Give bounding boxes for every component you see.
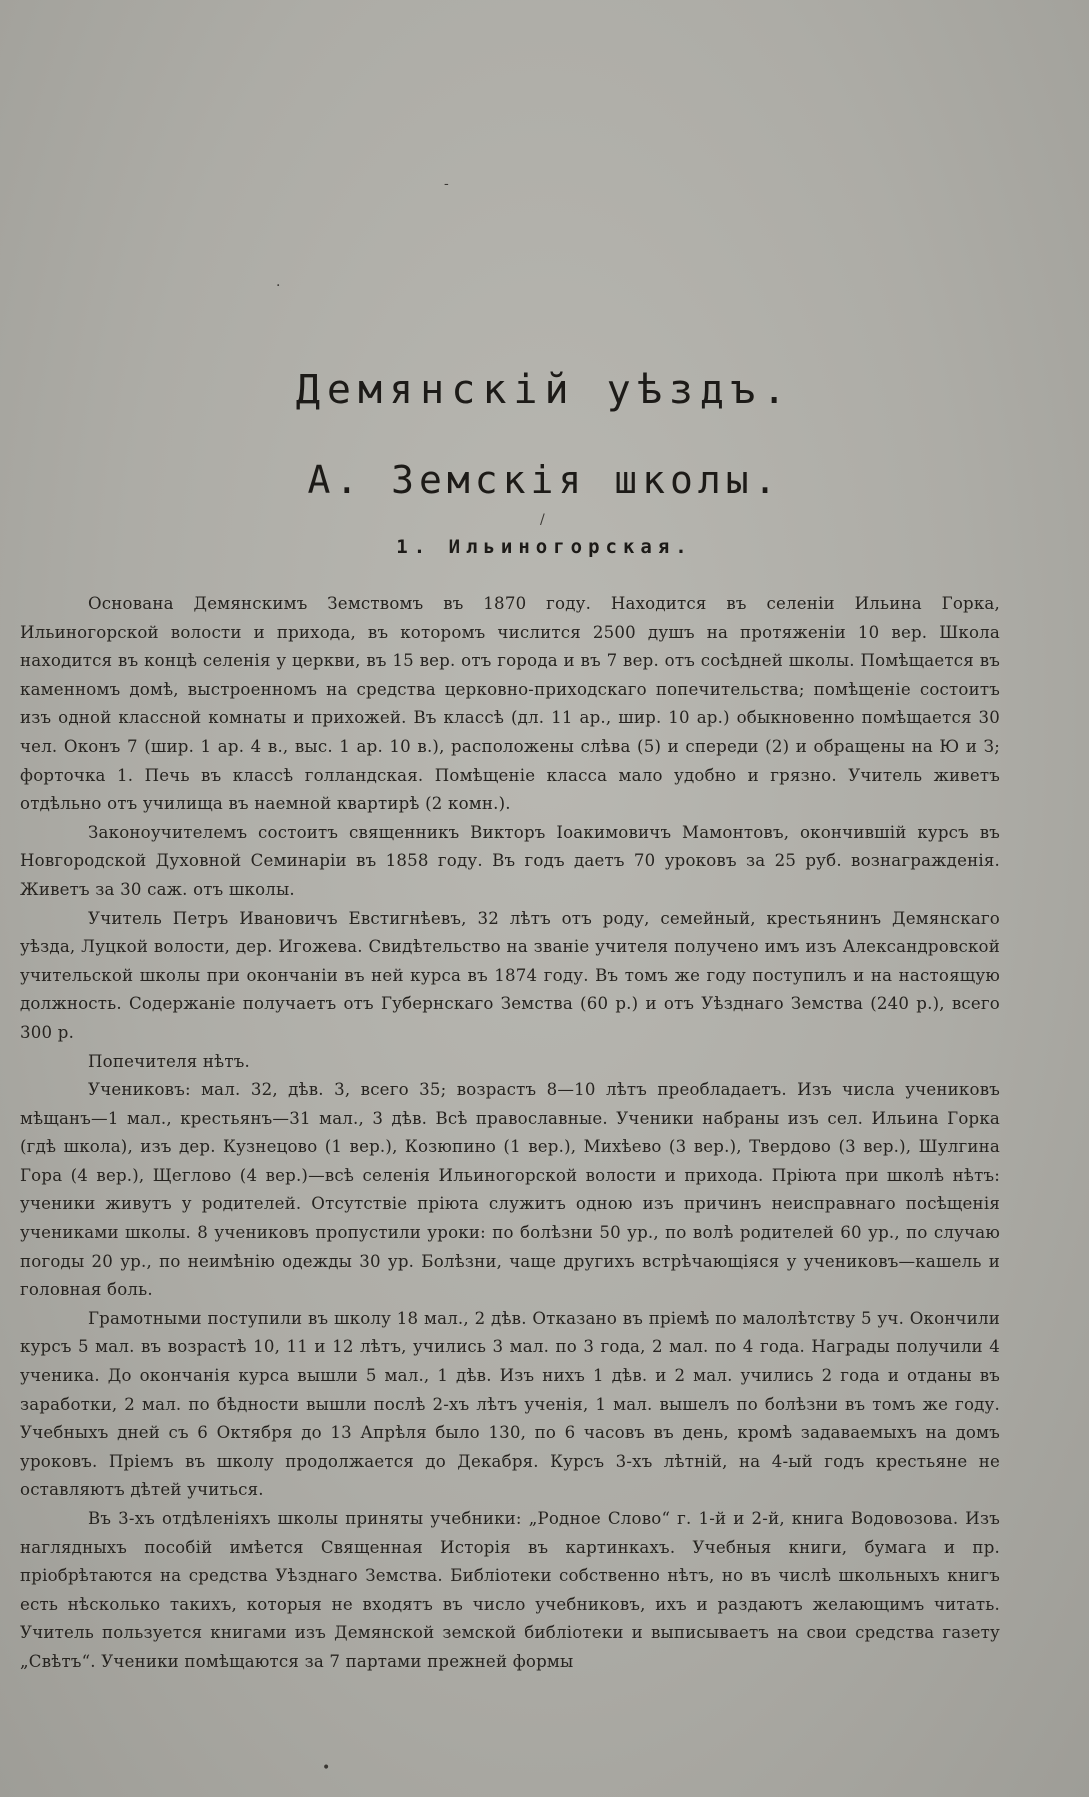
paragraph-trustee: Попечителя нѣтъ. xyxy=(88,1051,250,1071)
section-title: А. Земскія школы. xyxy=(307,458,782,502)
paragraph-law-teacher: Законоучителемъ состоитъ священникъ Викторъ Іоакимовичъ Мамонтовъ, окончившій курсъ въ Новгородской Духовной Семинаріи въ 1858 году. Въ годъ даетъ 70 уроковъ за 25 руб. вознагражденія. Живетъ за 30 саж. отъ школы. xyxy=(20,822,1000,899)
speck-mark: - xyxy=(444,176,449,192)
speck-mark: · xyxy=(276,278,281,294)
paragraph-students: Учениковъ: мал. 32, дѣв. 3, всего 35; возрастъ 8—10 лѣтъ преобладаетъ. Изъ числа учениковъ мѣщанъ—1 мал., крестьянъ—31 мал., 3 дѣв. Всѣ православные. Ученики набраны изъ сел. Ильина Горка (гдѣ школа), изъ дер. Кузнецово (1 вер.), Козюпино (1 вер.), Михѣево (3 вер.), Твердово (3 вер.), Шулгина Гора (4 вер.), Щеглово (4 вер.)—всѣ селенія Ильиногорской волости и прихода. Пріюта при школѣ нѣтъ: ученики живутъ у родителей. Отсутствіе пріюта служитъ одною изъ причинъ неисправнаго посѣщенія учениками школы. 8 учениковъ пропустили уроки: по болѣзни 50 ур., по волѣ родителей 60 ур., по случаю погоды 20 ур., по неимѣнію одежды 30 ур. Болѣзни, чаще другихъ встрѣчающіяся у учениковъ—кашель и головная боль. xyxy=(20,1080,1000,1300)
paragraph-teacher: Учитель Петръ Ивановичъ Евстигнѣевъ, 32 лѣтъ отъ роду, семейный, крестьянинъ Демянскаго уѣзда, Луцкой волости, дер. Игожева. Свидѣтельство на званіе учителя получено имъ изъ Александровской учительской школы при окончаніи въ ней курса въ 1874 году. Въ томъ же году поступилъ и на настоящую должность. Содержаніе получаетъ отъ Губернскаго Земства (60 р.) и отъ Уѣзднаго Земства (240 р.), всего 300 р. xyxy=(20,908,1000,1042)
body-text xyxy=(20,590,1000,1677)
speck-mark: / xyxy=(540,512,545,528)
paragraph-textbooks: Въ 3-хъ отдѣленіяхъ школы приняты учебники: „Родное Слово“ г. 1-й и 2-й, книга Водовозова. Изъ наглядныхъ пособій имѣется Священная Исторія въ картинкахъ. Учебныя книги, бумага и пр. пріобрѣтаются на средства Уѣзднаго Земства. Библіотеки собственно нѣтъ, но въ числѣ школьныхъ книгъ есть нѣсколько такихъ, которыя не входятъ въ число учебниковъ, ихъ и раздаютъ желающимъ читать. Учитель пользуется книгами изъ Демянской земской библіотеки и выписываетъ на свои средства газету „Свѣтъ“. Ученики помѣщаются за 7 партами прежней формы xyxy=(20,1509,1000,1671)
district-title: Демянскій уѣздъ. xyxy=(295,367,794,413)
school-heading: 1. Ильиногорская. xyxy=(396,536,693,558)
paragraph-founding: Основана Демянскимъ Земствомъ въ 1870 году. Находится въ селеніи Ильина Горка, Ильиногорской волости и прихода, въ которомъ числится 2500 душъ на протяженіи 10 вер. Школа находится въ концѣ селенія у церкви, въ 15 вер. отъ города и въ 7 вер. отъ сосѣдней школы. Помѣщается въ каменномъ домѣ, выстроенномъ на средства церковно-приходскаго попечительства; помѣщеніе состоитъ изъ одной классной комнаты и прихожей. Въ классѣ (дл. 11 ар., шир. 10 ар.) обыкновенно помѣщается 30 чел. Оконъ 7 (шир. 1 ар. 4 в., выс. 1 ар. 10 в.), расположены слѣва (5) и спереди (2) и обращены на Ю и З; форточка 1. Печь въ классѣ голландская. Помѣщеніе класса мало удобно и грязно. Учитель живетъ отдѣльно отъ училища въ наемной квартирѣ (2 комн.). xyxy=(20,594,1000,814)
speck-mark: • xyxy=(322,1760,331,1776)
paragraph-attendance: Грамотными поступили въ школу 18 мал., 2 дѣв. Отказано въ пріемѣ по малолѣтству 5 уч. Окончили курсъ 5 мал. въ возрастѣ 10, 11 и 12 лѣтъ, учились 3 мал. по 3 года, 2 мал. по 4 года. Награды получили 4 ученика. До окончанія курса вышли 5 мал., 1 дѣв. Изъ нихъ 1 дѣв. и 2 мал. учились 2 года и отданы въ заработки, 2 мал. по бѣдности вышли послѣ 2-хъ лѣтъ ученія, 1 мал. вышелъ по болѣзни въ томъ же году. Учебныхъ дней съ 6 Октября до 13 Апрѣля было 130, по 6 часовъ въ день, кромѣ задаваемыхъ на домъ уроковъ. Пріемъ въ школу продолжается до Декабря. Курсъ 3-хъ лѣтній, на 4-ый годъ крестьяне не оставляютъ дѣтей учиться. xyxy=(20,1308,1000,1500)
